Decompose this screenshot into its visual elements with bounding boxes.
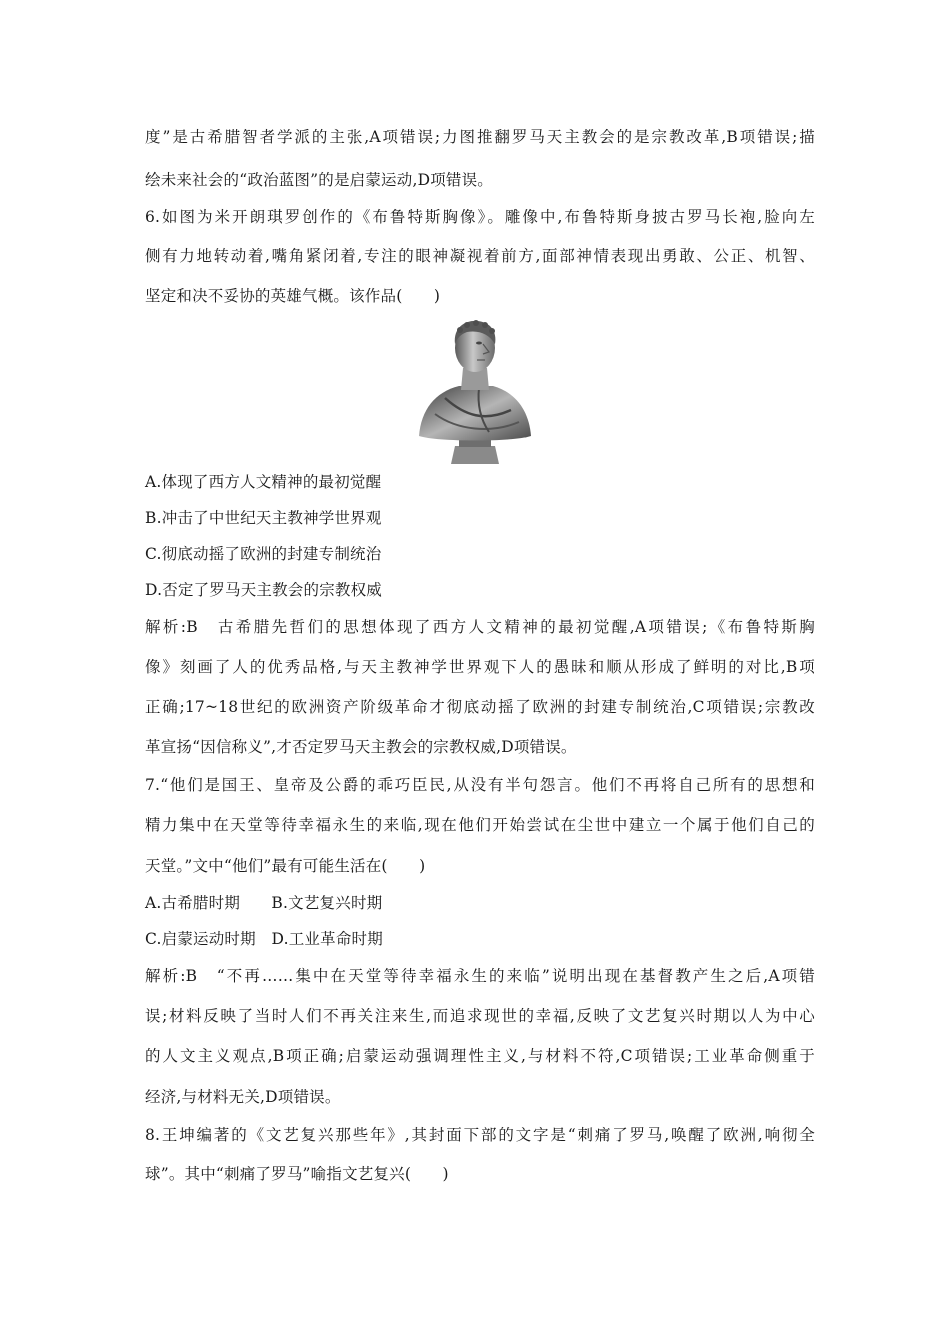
analysis-6: 正确;17~18世纪的欧洲资产阶级革命才彻底动摇了欧洲的封建专制统治,C项错误;宗教改	[145, 698, 815, 716]
question-8-stem: 球”。其中“刺痛了罗马”喻指文艺复兴( )	[145, 1165, 449, 1183]
analysis-7: 的人文主义观点,B项正确;启蒙运动强调理性主义,与材料不符,C项错误;工业革命侧重于	[145, 1047, 815, 1065]
question-7-stem: 精力集中在天堂等待幸福永生的来临,现在他们开始尝试在尘世中建立一个属于他们自己的	[145, 816, 815, 834]
option-6d: D.否定了罗马天主教会的宗教权威	[145, 581, 383, 599]
text-line: 绘未来社会的“政治蓝图”的是启蒙运动,D项错误。	[145, 171, 494, 189]
question-6-stem: 6.如图为米开朗琪罗创作的《布鲁特斯胸像》。雕像中,布鲁特斯身披古罗马长袍,脸向左	[145, 208, 815, 226]
question-7-stem: 天堂。”文中“他们”最有可能生活在( )	[145, 857, 426, 875]
question-6-stem: 侧有力地转动着,嘴角紧闭着,专注的眼神凝视着前方,面部神情表现出勇敢、公正、机智、	[145, 247, 815, 265]
options-7-row-2: C.启蒙运动时期 D.工业革命时期	[145, 930, 383, 948]
analysis-7: 经济,与材料无关,D项错误。	[145, 1088, 341, 1106]
option-6b: B.冲击了中世纪天主教神学世界观	[145, 509, 382, 527]
analysis-7: 解析:B “不再……集中在天堂等待幸福永生的来临”说明出现在基督教产生之后,A项错	[145, 967, 815, 985]
question-8-stem: 8.王坤编著的《文艺复兴那些年》,其封面下部的文字是“刺痛了罗马,唤醒了欧洲,响彻全	[145, 1126, 815, 1144]
analysis-6: 解析:B 古希腊先哲们的思想体现了西方人文精神的最初觉醒,A项错误;《布鲁特斯胸	[145, 618, 815, 636]
question-6-stem: 坚定和决不妥协的英雄气概。该作品( )	[145, 287, 441, 305]
text-line: 度”是古希腊智者学派的主张,A项错误;力图推翻罗马天主教会的是宗教改革,B项错误;描	[145, 128, 815, 146]
analysis-6: 革宣扬“因信称义”,才否定罗马天主教会的宗教权威,D项错误。	[145, 738, 577, 756]
option-6a: A.体现了西方人文精神的最初觉醒	[145, 473, 382, 491]
options-7-row-1: A.古希腊时期 B.文艺复兴时期	[145, 894, 383, 912]
bust-of-brutus-image	[415, 318, 535, 466]
question-7-stem: 7.“他们是国王、皇帝及公爵的乖巧臣民,从没有半句怨言。他们不再将自己所有的思想和	[145, 776, 815, 794]
analysis-7: 误;材料反映了当时人们不再关注来生,而追求现世的幸福,反映了文艺复兴时期以人为中心	[145, 1007, 815, 1025]
analysis-6: 像》刻画了人的优秀品格,与天主教神学世界观下人的愚昧和顺从形成了鲜明的对比,B项	[145, 658, 815, 676]
option-6c: C.彻底动摇了欧洲的封建专制统治	[145, 545, 382, 563]
